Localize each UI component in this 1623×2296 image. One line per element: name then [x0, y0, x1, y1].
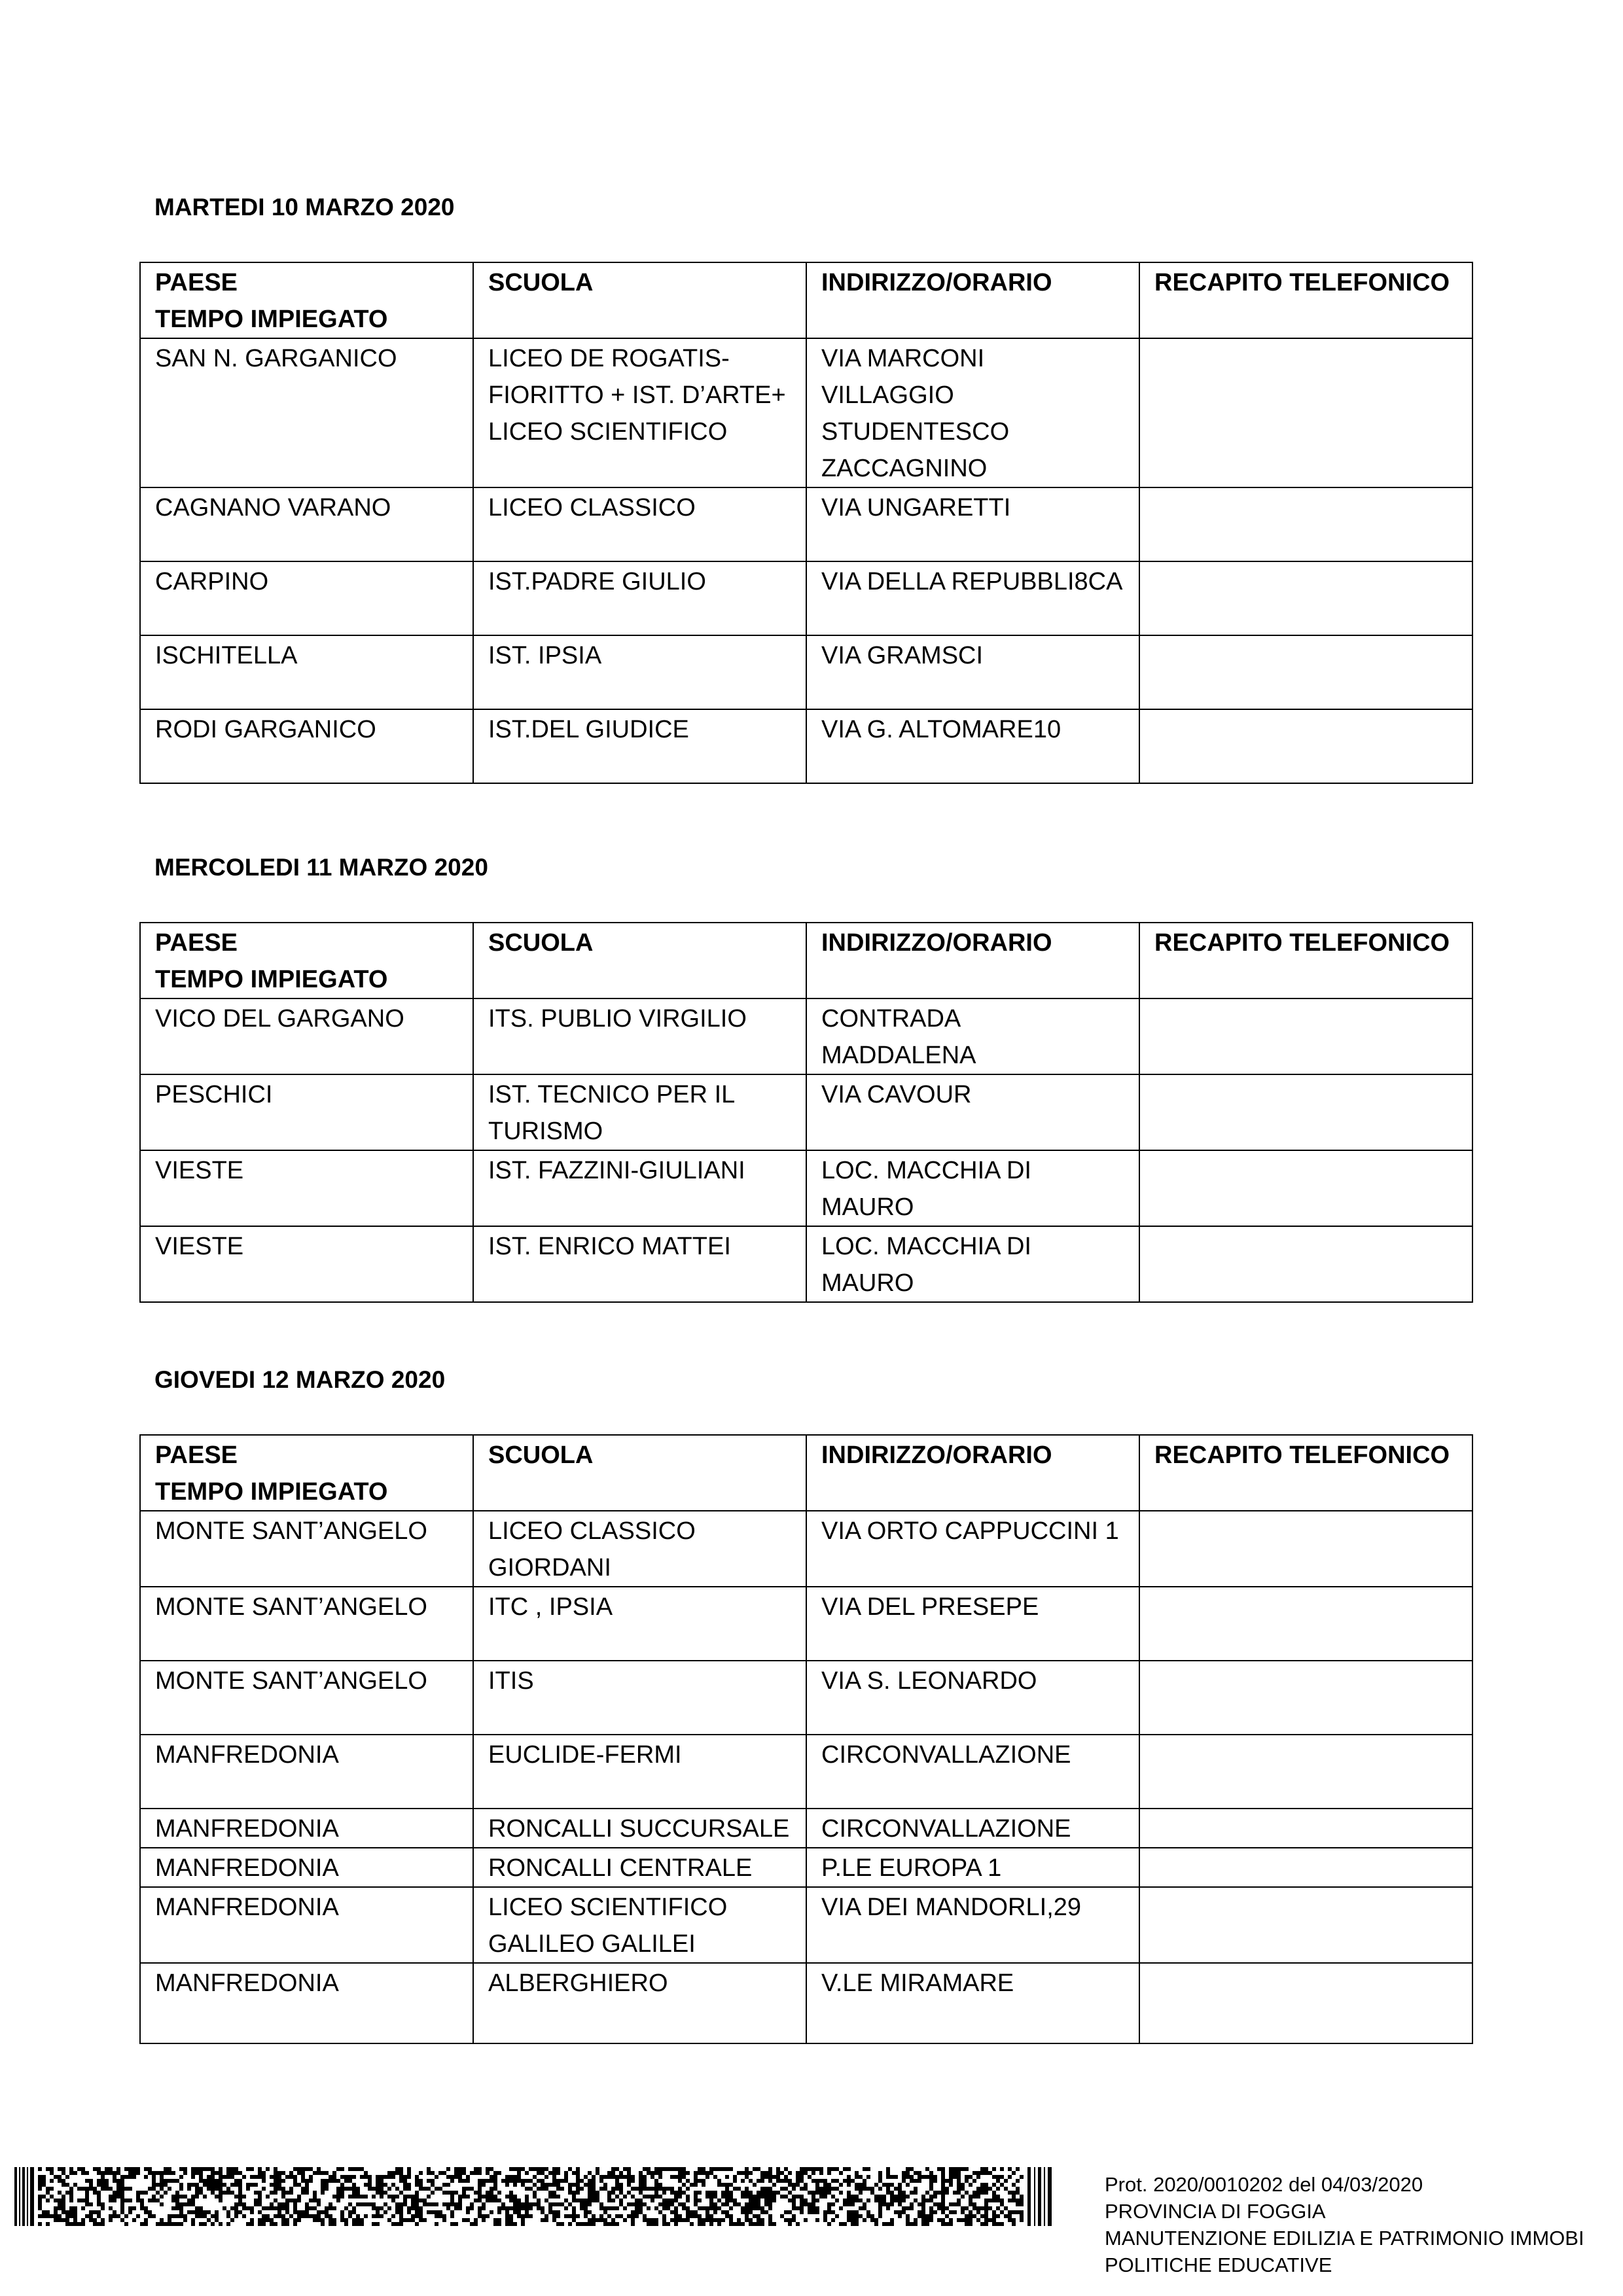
- cell-paese: CARPINO: [140, 561, 473, 635]
- cell-indirizzo: CIRCONVALLAZIONE: [806, 1735, 1139, 1809]
- cell-recapito: [1139, 561, 1472, 635]
- cell-indirizzo: VIA DEL PRESEPE: [806, 1587, 1139, 1661]
- cell-paese: MANFREDONIA: [140, 1735, 473, 1809]
- header-paese: PAESE TEMPO IMPIEGATO: [140, 262, 473, 338]
- schedule-table-mercoledi: [139, 922, 1473, 1303]
- cell-paese: VIESTE: [140, 1226, 473, 1302]
- table-row: [140, 561, 1472, 635]
- table-row: [140, 1848, 1472, 1887]
- cell-scuola: ITS. PUBLIO VIRGILIO: [473, 998, 806, 1074]
- protocol-entity: PROVINCIA DI FOGGIA: [1105, 2200, 1326, 2223]
- cell-scuola: RONCALLI CENTRALE: [473, 1848, 806, 1887]
- cell-paese: MANFREDONIA: [140, 1887, 473, 1963]
- cell-recapito: [1139, 998, 1472, 1074]
- cell-indirizzo: LOC. MACCHIA DI MAURO: [806, 1150, 1139, 1226]
- cell-scuola: RONCALLI SUCCURSALE: [473, 1809, 806, 1848]
- table-row: [140, 1074, 1472, 1150]
- header-scuola: SCUOLA: [473, 923, 806, 998]
- cell-scuola: LICEO SCIENTIFICO GALILEO GALILEI: [473, 1887, 806, 1963]
- cell-paese: VIESTE: [140, 1150, 473, 1226]
- table-row: [140, 487, 1472, 561]
- section-title-mercoledi: MERCOLEDI 11 MARZO 2020: [154, 854, 488, 881]
- cell-paese: PESCHICI: [140, 1074, 473, 1150]
- table-row: [140, 1511, 1472, 1587]
- table-row: [140, 1226, 1472, 1302]
- cell-indirizzo: VIA UNGARETTI: [806, 487, 1139, 561]
- cell-recapito: [1139, 487, 1472, 561]
- cell-recapito: [1139, 1735, 1472, 1809]
- table-row: [140, 338, 1472, 487]
- cell-scuola: IST. ENRICO MATTEI: [473, 1226, 806, 1302]
- header-indirizzo: INDIRIZZO/ORARIO: [806, 262, 1139, 338]
- cell-recapito: [1139, 635, 1472, 709]
- cell-recapito: [1139, 1661, 1472, 1735]
- cell-paese: ISCHITELLA: [140, 635, 473, 709]
- table-row: [140, 1661, 1472, 1735]
- cell-indirizzo: VIA DEI MANDORLI,29: [806, 1887, 1139, 1963]
- header-paese: PAESE TEMPO IMPIEGATO: [140, 923, 473, 998]
- cell-recapito: [1139, 1963, 1472, 2043]
- cell-indirizzo: VIA MARCONI VILLAGGIO STUDENTESCO ZACCAGNINO: [806, 338, 1139, 487]
- cell-indirizzo: VIA G. ALTOMARE10: [806, 709, 1139, 783]
- table-row: [140, 998, 1472, 1074]
- cell-indirizzo: VIA GRAMSCI: [806, 635, 1139, 709]
- section-title-martedi: MARTEDI 10 MARZO 2020: [154, 194, 455, 221]
- table-row: [140, 1963, 1472, 2043]
- schedule-table-giovedi: [139, 1434, 1473, 2044]
- barcode-graphic: [14, 2167, 1054, 2226]
- cell-scuola: IST. IPSIA: [473, 635, 806, 709]
- protocol-department: MANUTENZIONE EDILIZIA E PATRIMONIO IMMOBI: [1105, 2227, 1584, 2250]
- header-recapito: RECAPITO TELEFONICO: [1139, 923, 1472, 998]
- cell-recapito: [1139, 1511, 1472, 1587]
- table-row: [140, 1809, 1472, 1848]
- cell-scuola: IST. FAZZINI-GIULIANI: [473, 1150, 806, 1226]
- cell-paese: MANFREDONIA: [140, 1809, 473, 1848]
- cell-indirizzo: CONTRADA MADDALENA: [806, 998, 1139, 1074]
- cell-indirizzo: VIA S. LEONARDO: [806, 1661, 1139, 1735]
- cell-indirizzo: CIRCONVALLAZIONE: [806, 1809, 1139, 1848]
- cell-indirizzo: LOC. MACCHIA DI MAURO: [806, 1226, 1139, 1302]
- cell-recapito: [1139, 1887, 1472, 1963]
- cell-indirizzo: VIA CAVOUR: [806, 1074, 1139, 1150]
- protocol-number: Prot. 2020/0010202 del 04/03/2020: [1105, 2173, 1423, 2196]
- cell-paese: VICO DEL GARGANO: [140, 998, 473, 1074]
- header-scuola: SCUOLA: [473, 262, 806, 338]
- cell-scuola: EUCLIDE-FERMI: [473, 1735, 806, 1809]
- cell-scuola: IST.DEL GIUDICE: [473, 709, 806, 783]
- cell-scuola: ALBERGHIERO: [473, 1963, 806, 2043]
- cell-scuola: IST.PADRE GIULIO: [473, 561, 806, 635]
- header-scuola: SCUOLA: [473, 1435, 806, 1511]
- cell-paese: MONTE SANT’ANGELO: [140, 1511, 473, 1587]
- table-header-row: [140, 1435, 1472, 1511]
- table-header-row: [140, 923, 1472, 998]
- cell-paese: MONTE SANT’ANGELO: [140, 1587, 473, 1661]
- cell-scuola: ITC , IPSIA: [473, 1587, 806, 1661]
- header-recapito: RECAPITO TELEFONICO: [1139, 262, 1472, 338]
- cell-scuola: LICEO CLASSICO: [473, 487, 806, 561]
- table-row: [140, 1587, 1472, 1661]
- header-recapito: RECAPITO TELEFONICO: [1139, 1435, 1472, 1511]
- cell-indirizzo: VIA ORTO CAPPUCCINI 1: [806, 1511, 1139, 1587]
- cell-indirizzo: V.LE MIRAMARE: [806, 1963, 1139, 2043]
- cell-recapito: [1139, 709, 1472, 783]
- cell-paese: MONTE SANT’ANGELO: [140, 1661, 473, 1735]
- cell-recapito: [1139, 338, 1472, 487]
- cell-paese: SAN N. GARGANICO: [140, 338, 473, 487]
- section-title-giovedi: GIOVEDI 12 MARZO 2020: [154, 1366, 446, 1393]
- cell-recapito: [1139, 1809, 1472, 1848]
- header-paese: PAESE TEMPO IMPIEGATO: [140, 1435, 473, 1511]
- table-row: [140, 635, 1472, 709]
- protocol-office: POLITICHE EDUCATIVE: [1105, 2253, 1332, 2276]
- cell-recapito: [1139, 1226, 1472, 1302]
- schedule-table-martedi: [139, 262, 1473, 784]
- cell-paese: RODI GARGANICO: [140, 709, 473, 783]
- protocol-footer: [0, 2159, 1623, 2296]
- cell-scuola: IST. TECNICO PER IL TURISMO: [473, 1074, 806, 1150]
- cell-paese: MANFREDONIA: [140, 1848, 473, 1887]
- cell-recapito: [1139, 1150, 1472, 1226]
- header-indirizzo: INDIRIZZO/ORARIO: [806, 923, 1139, 998]
- cell-recapito: [1139, 1074, 1472, 1150]
- header-indirizzo: INDIRIZZO/ORARIO: [806, 1435, 1139, 1511]
- cell-recapito: [1139, 1848, 1472, 1887]
- protocol-stamp: [1105, 2171, 1584, 2278]
- table-row: [140, 1735, 1472, 1809]
- cell-paese: CAGNANO VARANO: [140, 487, 473, 561]
- cell-paese: MANFREDONIA: [140, 1963, 473, 2043]
- cell-indirizzo: VIA DELLA REPUBBLI8CA: [806, 561, 1139, 635]
- table-header-row: [140, 262, 1472, 338]
- cell-indirizzo: P.LE EUROPA 1: [806, 1848, 1139, 1887]
- cell-recapito: [1139, 1587, 1472, 1661]
- cell-scuola: ITIS: [473, 1661, 806, 1735]
- table-row: [140, 1887, 1472, 1963]
- cell-scuola: LICEO DE ROGATIS- FIORITTO + IST. D’ARTE+ LICEO SCIENTIFICO: [473, 338, 806, 487]
- table-row: [140, 709, 1472, 783]
- cell-scuola: LICEO CLASSICO GIORDANI: [473, 1511, 806, 1587]
- table-row: [140, 1150, 1472, 1226]
